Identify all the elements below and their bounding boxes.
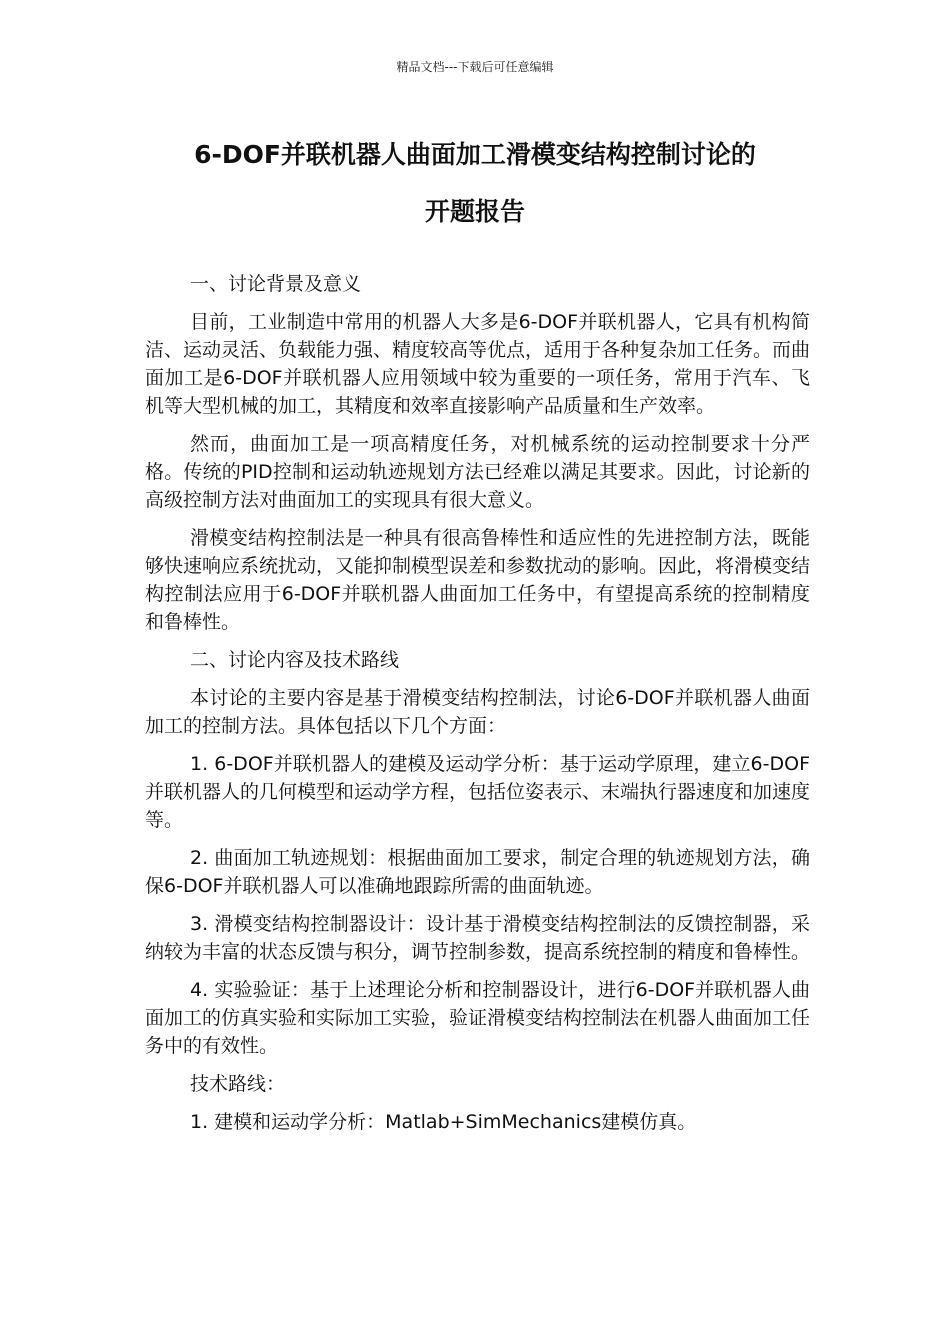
section-heading-content: 二、讨论内容及技术路线 (190, 649, 400, 671)
technical-route-heading: 技术路线： (190, 1073, 286, 1095)
paragraph-background-3: 滑模变结构控制法是一种具有很高鲁棒性和适应性的先进控制方法，既能够快速响应系统扰动，又能抑制模型误差和参数扰动的影响。因此，将滑模变结构控制法应用于6-DOF并联机器人曲面加工任务中，有望提高系统的控制精度和鲁棒性。 (145, 527, 811, 633)
header-note: 精品文档---下载后可任意编辑 (396, 60, 554, 74)
document-body (145, 270, 810, 1146)
technical-route-item-1: 1. 建模和运动学分析：Matlab+SimMechanics建模仿真。 (190, 1111, 697, 1133)
list-item-controller: 3. 滑模变结构控制器设计：设计基于滑模变结构控制法的反馈控制器，采纳较为丰富的状态反馈与积分，调节控制参数，提高系统控制的精度和鲁棒性。 (145, 913, 811, 963)
list-item-trajectory: 2. 曲面加工轨迹规划：根据曲面加工要求，制定合理的轨迹规划方法，确保6-DOF并联机器人可以准确地跟踪所需的曲面轨迹。 (145, 847, 810, 897)
paragraph-content-intro: 本讨论的主要内容是基于滑模变结构控制法，讨论6-DOF并联机器人曲面加工的控制方法。具体包括以下几个方面： (145, 687, 810, 737)
document-title-line-1: 6-DOF并联机器人曲面加工滑模变结构控制讨论的 (194, 140, 756, 169)
paragraph-background-1: 目前，工业制造中常用的机器人大多是6-DOF并联机器人，它具有机构简洁、运动灵活、负载能力强、精度较高等优点，适用于各种复杂加工任务。而曲面加工是6-DOF并联机器人应用领域中较为重要的一项任务，常用于汽车、飞机等大型机械的加工，其精度和效率直接影响产品质量和生产效率。 (145, 311, 811, 417)
section-heading-background: 一、讨论背景及意义 (190, 273, 362, 295)
document-title-line-2: 开题报告 (424, 197, 525, 226)
paragraph-background-2: 然而，曲面加工是一项高精度任务，对机械系统的运动控制要求十分严格。传统的PID控制和运动轨迹规划方法已经难以满足其要求。因此，讨论新的高级控制方法对曲面加工的实现具有很大意义。 (145, 433, 810, 511)
list-item-experiment: 4. 实验验证：基于上述理论分析和控制器设计，进行6-DOF并联机器人曲面加工的仿真实验和实际加工实验，验证滑模变结构控制法在机器人曲面加工任务中的有效性。 (145, 979, 811, 1057)
list-item-modeling: 1. 6-DOF并联机器人的建模及运动学分析：基于运动学原理，建立6-DOF并联机器人的几何模型和运动学方程，包括位姿表示、末端执行器速度和加速度等。 (145, 753, 811, 831)
